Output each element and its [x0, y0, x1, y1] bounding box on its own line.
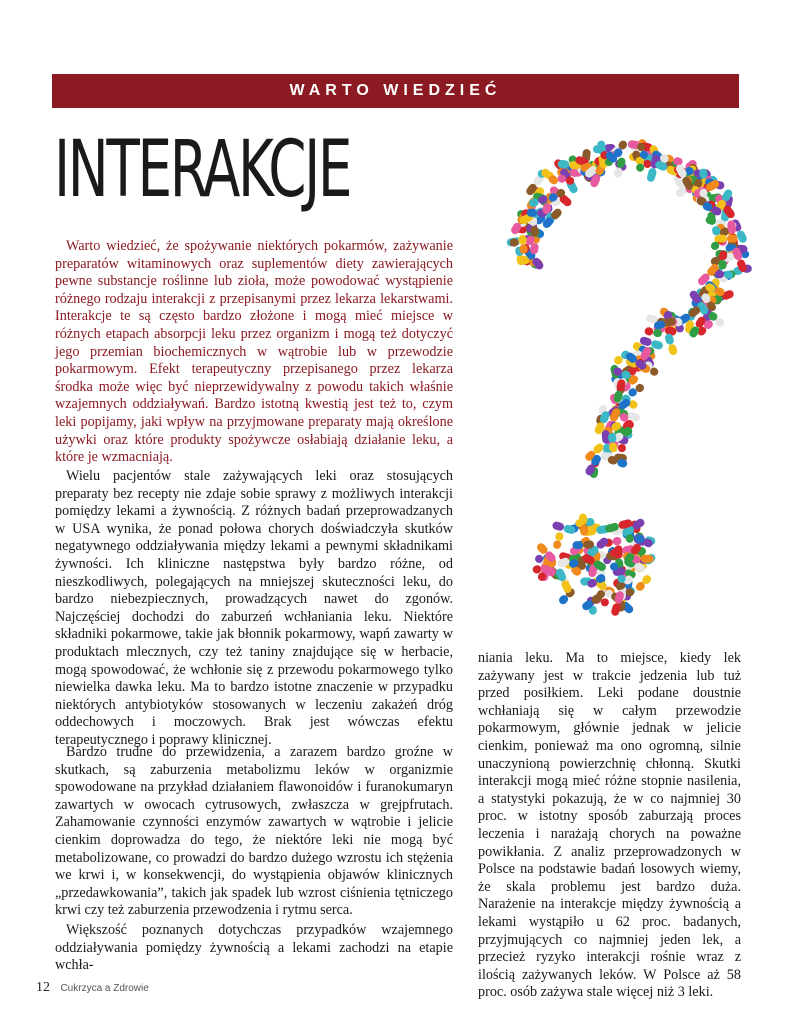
magazine-name: Cukrzyca a Zdrowie — [60, 983, 149, 994]
pill-question-mark-illustration — [490, 132, 780, 652]
body-paragraph-3: Większość poznanych dotychczas przypadków wzajemnego oddziaływania pomiędzy żywnością a lekami zachodzi na etapie wchła- — [55, 922, 453, 974]
page-number: 12 — [36, 980, 50, 995]
intro-paragraph: Warto wiedzieć, że spożywanie niektórych pokarmów, zażywanie preparatów witaminowych oraz suplementów diety zawierających pewne substancje roślinne lub zioła, może powodować wystąpienie różnego rodzaju interakcji z przepisanymi przez lekarza lekarstwami. Interakcje te są często bardzo złożone i mogą mieć miejsce w różnych etapach absorpcji leku przez organizm i mogą też dotyczyć jego przemian biochemicznych w wątrobie lub w przewodzie pokarmowym. Efekt terapeutyczny przepisanego przez lekarza środka może więc być nieprzewidywalny z powodu takich właśnie wzajemnych oddziaływań. Bardzo istotną kwestią jest też to, czym leki popijamy, jaki wpływ na przyjmowane preparaty mają określone używki oraz które produkty spożywcze osłabiają działanie leku, a które je wzmacniają. — [55, 238, 453, 466]
page-footer — [36, 978, 149, 996]
section-label: WARTO WIEDZIEĆ — [289, 82, 502, 99]
article-title: INTERAKCJE — [54, 125, 351, 215]
body-paragraph-2: Bardzo trudne do przewidzenia, a zarazem bardzo groźne w skutkach, są zaburzenia metabolizmu leków w organizmie spowodowane na przykład działaniem flawonoidów i furanokumaryn zawartych w owocach cytrusowych, zwłaszcza w grejpfrutach. Zahamowanie czynności enzymów zawartych w wątrobie i jelicie cienkim doprowadza do tego, że niektóre leki nie mogą być metabolizowane, co prowadzi do bardzo dużego wzrostu ich stężenia we krwi i, w konsekwencji, do wystąpienia objawów klinicznych „przedawkowania”, takich jak spadek lub wzrost ciśnienia tętniczego krwi czy też zaburzenia przewodzenia i rytmu serca. — [55, 744, 453, 919]
body-paragraph-4: niania leku. Ma to miejsce, kiedy lek zażywany jest w trakcie jedzenia lub tuż przed posiłkiem. Leki podane doustnie wchłaniają się w całym przewodzie pokarmowym, głównie jednak w jelicie cienkim, ponieważ ma ono ogromną, silnie unaczynioną powierzchnię chłonną. Skutki interakcji mogą mieć różne stopnie nasilenia, a statystyki pokazują, że w co najmniej 30 proc. w istotny sposób zaburzają proces leczenia i narażają chorych na poważne powikłania. Z analiz przeprowadzonych w Polsce na podstawie badań losowych wiemy, że skala problemu jest bardzo duża. Narażenie na interakcje między żywnością a lekami wystąpiło u 62 proc. badanych, przyjmujących co najmniej jeden lek, a przecież ryzyko interakcji rośnie wraz z ilością zażywanych leków. W Polsce aż 58 proc. osób zażywa stale więcej niż 3 leki. — [478, 650, 741, 1001]
body-paragraph-1: Wielu pacjentów stale zażywających leki oraz stosujących preparaty bez recepty nie zdaje sobie sprawy z możliwych interakcji pomiędzy lekami a żywnością. Z różnych badań przeprowadzanych w USA wynika, że ponad połowa chorych doświadczyła skutków negatywnego oddziaływania między lekami a pewnymi składnikami żywności. Ich kliniczne następstwa były bardzo różne, od nieszkodliwych, polegających na mniejszej skuteczności leku, do bardzo niebezpiecznych, prowadzących nawet do zgonów. Najczęściej dochodzi do zaburzeń wchłaniania leku. Niektóre składniki pokarmowe, takie jak błonnik pokarmowy, wapń zawarty w produktach mlecznych, czy też taniny znajdujące się w herbacie, mogą spowodować, że wchłonie się z przewodu pokarmowego tylko niewielka dawka leku. Ma to bardzo istotne znaczenie w przypadku niektórych antybiotyków stosowanych w leczeniu zakażeń dróg oddechowych i moczowych. Brak jest wówczas efektu terapeutycznego i poprawy klinicznej. — [55, 468, 453, 748]
section-banner — [52, 74, 739, 108]
